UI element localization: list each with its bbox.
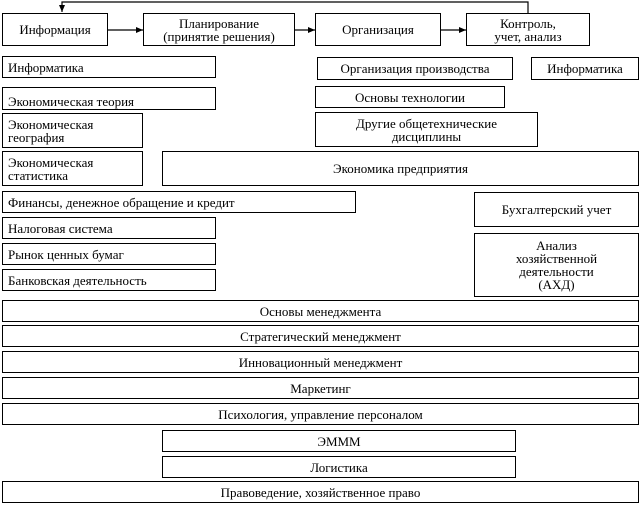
process-planning-box: Планирование (принятие решения): [143, 13, 295, 46]
technology-basics-box: Основы технологии: [315, 86, 505, 108]
process-organization-box: Организация: [315, 13, 441, 46]
innovation-management-box: Инновационный менеджмент: [2, 351, 639, 373]
psychology-hr-box: Психология, управление персоналом: [2, 403, 639, 425]
economic-statistics-box: Экономическая статистика: [2, 151, 143, 186]
production-organization-box: Организация производства: [317, 57, 513, 80]
accounting-box: Бухгалтерский учет: [474, 192, 639, 227]
tax-system-box: Налоговая система: [2, 217, 216, 239]
process-control-box: Контроль, учет, анализ: [466, 13, 590, 46]
logistics-box: Логистика: [162, 456, 516, 478]
feedback-loop-line: [62, 2, 528, 13]
informatics-left-box: Информатика: [2, 56, 216, 78]
economic-analysis-box: Анализ хозяйственной деятельности (АХД): [474, 233, 639, 297]
banking-box: Банковская деятельность: [2, 269, 216, 291]
informatics-right-box: Информатика: [531, 57, 639, 80]
finance-box: Финансы, денежное обращение и кредит: [2, 191, 356, 213]
economic-geography-box: Экономическая география: [2, 113, 143, 148]
marketing-box: Маркетинг: [2, 377, 639, 399]
enterprise-economics-box: Экономика предприятия: [162, 151, 639, 186]
economic-theory-box: Экономическая теория: [2, 87, 216, 110]
process-info-box: Информация: [2, 13, 108, 46]
law-box: Правоведение, хозяйственное право: [2, 481, 639, 503]
technical-disciplines-box: Другие общетехнические дисциплины: [315, 112, 538, 147]
emmm-box: ЭММM: [162, 430, 516, 452]
strategic-management-box: Стратегический менеджмент: [2, 325, 639, 347]
management-basics-box: Основы менеджмента: [2, 300, 639, 322]
securities-market-box: Рынок ценных бумаг: [2, 243, 216, 265]
